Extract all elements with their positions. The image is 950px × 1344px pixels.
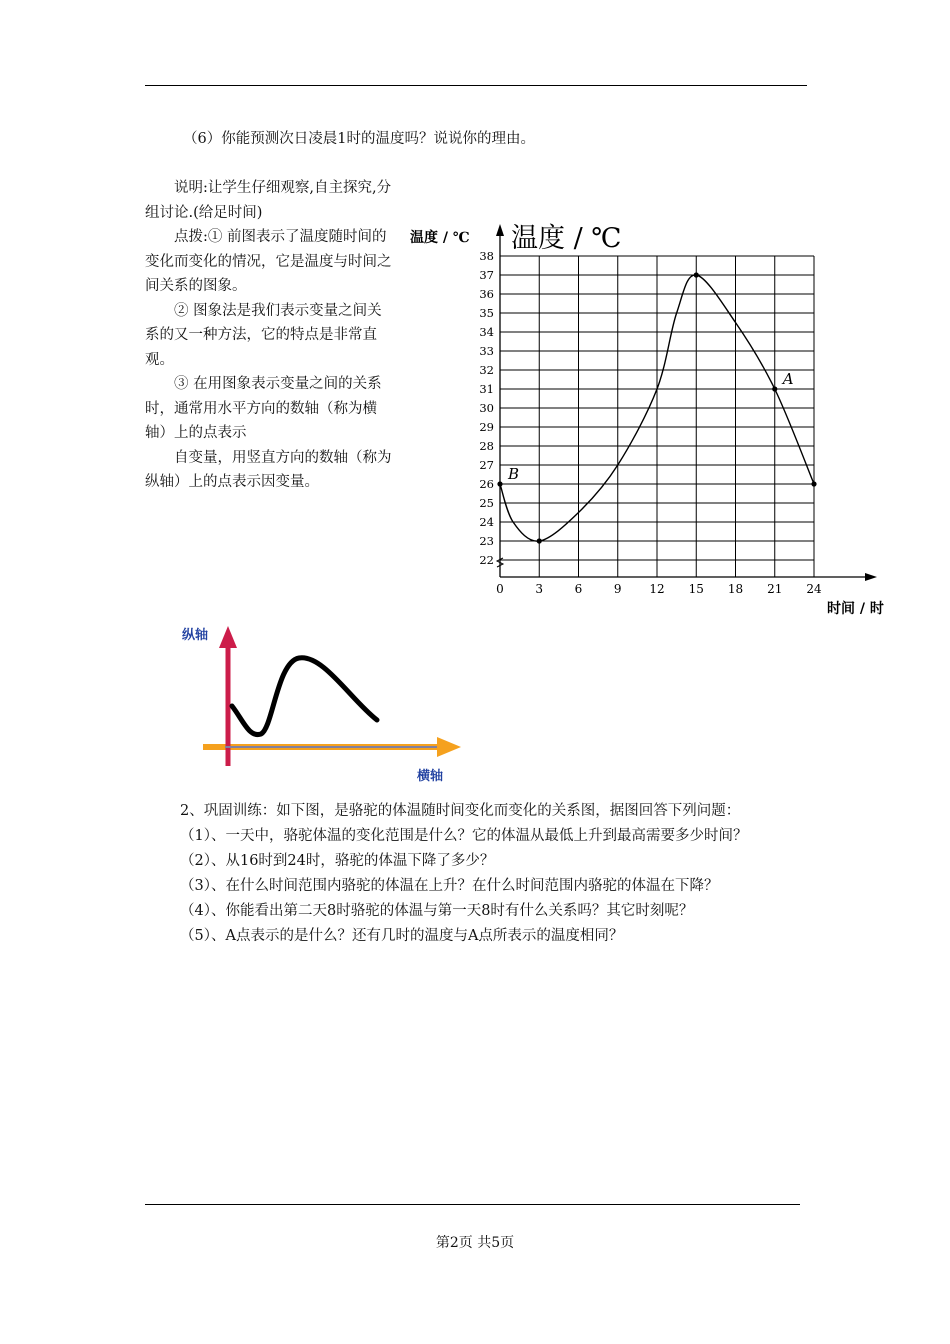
data-point bbox=[772, 386, 777, 391]
x-tick-label: 24 bbox=[806, 582, 822, 596]
explanation-block bbox=[145, 176, 395, 495]
y-tick-label: 35 bbox=[479, 306, 494, 320]
y-tick-label: 37 bbox=[479, 268, 494, 282]
exercise-q3: （3）、在什么时间范围内骆驼的体温在上升？在什么时间范围内骆驼的体温在下降？ bbox=[180, 878, 719, 894]
x-axis-name: 横轴 bbox=[417, 769, 444, 784]
y-tick-label: 30 bbox=[479, 401, 494, 415]
y-tick-label: 25 bbox=[479, 496, 494, 510]
y-tick-label: 27 bbox=[479, 458, 494, 472]
x-axis-arrow bbox=[865, 573, 877, 581]
y-axis-name: 纵轴 bbox=[182, 628, 209, 643]
y-axis-label-large: 温度 / ℃ bbox=[511, 223, 622, 254]
y-tick-label: 31 bbox=[479, 382, 494, 396]
x-tick-label: 21 bbox=[767, 582, 783, 596]
y-tick-label: 36 bbox=[479, 287, 494, 301]
x-tick-labels bbox=[496, 582, 822, 596]
data-point bbox=[497, 481, 502, 486]
x-tick-label: 12 bbox=[649, 582, 665, 596]
vertical-axis-arrow bbox=[219, 626, 237, 648]
chart-axes bbox=[496, 224, 877, 581]
y-tick-labels bbox=[479, 249, 494, 567]
axis-diagram bbox=[175, 620, 475, 790]
question-6: （6）你能预测次日凌晨1时的温度吗？说说你的理由。 bbox=[183, 131, 535, 147]
x-tick-label: 18 bbox=[727, 582, 744, 596]
y-axis-arrow bbox=[496, 224, 504, 236]
explanation-note: 说明:让学生仔细观察,自主探究,分组讨论.(给足时间) bbox=[145, 180, 392, 221]
y-tick-label: 26 bbox=[479, 477, 494, 491]
data-point bbox=[537, 538, 542, 543]
exercise-intro: 2、巩固训练：如下图，是骆驼的体温随时间变化而变化的关系图，据图回答下列问题： bbox=[180, 803, 741, 819]
point-label: A bbox=[782, 370, 794, 388]
y-tick-label: 28 bbox=[479, 439, 494, 453]
explanation-tip-3a: ③ 在用图象表示变量之间的关系时，通常用水平方向的数轴（称为横轴）上的点表示 bbox=[145, 376, 382, 441]
temperature-chart bbox=[405, 220, 905, 620]
y-tick-label: 22 bbox=[479, 553, 494, 567]
exercise-q1: （1）、一天中，骆驼体温的变化范围是什么？它的体温从最低上升到最高需要多少时间？ bbox=[180, 828, 748, 844]
x-axis-label: 时间 / 时 bbox=[827, 601, 884, 617]
header-rule bbox=[145, 85, 807, 86]
exercise-q5: （5）、A点表示的是什么？还有几时的温度与A点所表示的温度相同？ bbox=[180, 928, 624, 944]
x-tick-label: 9 bbox=[613, 582, 622, 596]
explanation-tip-3b: 自变量，用竖直方向的数轴（称为纵轴）上的点表示因变量。 bbox=[145, 449, 392, 490]
chart-grid bbox=[500, 256, 814, 577]
horizontal-axis-arrow bbox=[437, 737, 461, 757]
x-tick-label: 15 bbox=[688, 582, 704, 596]
point-label: B bbox=[508, 465, 520, 483]
explanation-tip-1: 点拨:① 前图表示了温度随时间的变化而变化的情况，它是温度与时间之间关系的图象。 bbox=[145, 229, 392, 294]
explanation-tip-2: ② 图象法是我们表示变量之间关系的又一种方法，它的特点是非常直观。 bbox=[145, 302, 382, 368]
exercise-q4: （4）、你能看出第二天8时骆驼的体温与第一天8时有什么关系吗？其它时刻呢？ bbox=[180, 903, 694, 919]
y-tick-label: 32 bbox=[479, 363, 494, 377]
y-tick-label: 34 bbox=[479, 325, 494, 339]
data-point bbox=[694, 272, 699, 277]
y-axis-label: 温度 / ℃ bbox=[410, 230, 470, 246]
exercise-q2: （2）、从16时到24时，骆驼的体温下降了多少？ bbox=[180, 853, 495, 869]
y-tick-label: 23 bbox=[479, 534, 494, 548]
footer-rule bbox=[145, 1204, 800, 1205]
data-point bbox=[811, 481, 816, 486]
page-number: 第2页 共5页 bbox=[435, 1235, 515, 1251]
y-tick-label: 29 bbox=[479, 420, 494, 434]
x-tick-label: 0 bbox=[496, 582, 504, 596]
y-tick-label: 38 bbox=[479, 249, 494, 263]
axis-break-icon bbox=[497, 558, 503, 567]
y-tick-label: 33 bbox=[479, 344, 494, 358]
x-tick-label: 3 bbox=[535, 582, 544, 596]
y-tick-label: 24 bbox=[479, 515, 494, 529]
sample-curve bbox=[232, 658, 377, 735]
x-tick-label: 6 bbox=[574, 582, 583, 596]
